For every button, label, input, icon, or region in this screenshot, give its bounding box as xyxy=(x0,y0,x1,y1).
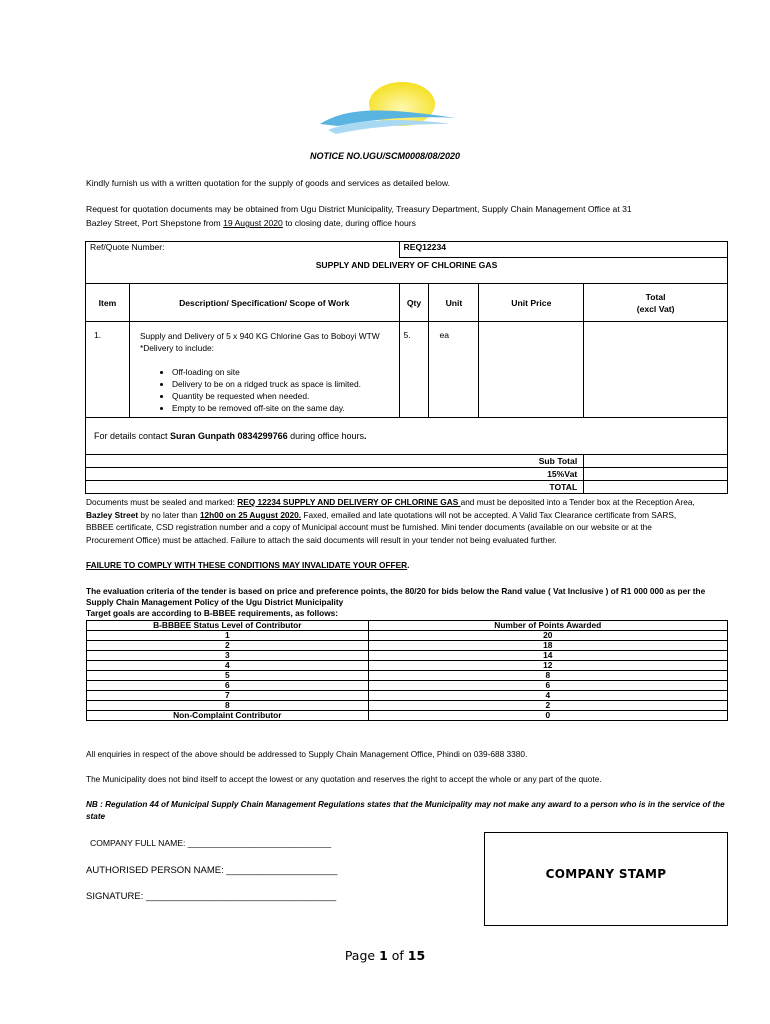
table-row: 1 20 xyxy=(87,631,728,641)
table-row: 6 6 xyxy=(87,681,728,691)
header-total: Total (excl Vat) xyxy=(584,284,728,322)
subtotal-label: Sub Total xyxy=(86,455,584,468)
failure-warning: FAILURE TO COMPLY WITH THESE CONDITIONS MAY INVALIDATE YOUR OFFER. xyxy=(86,560,410,570)
notice-title: NOTICE NO.UGU/SCM0008/08/2020 xyxy=(309,151,461,161)
authorised-person-field[interactable]: AUTHORISED PERSON NAME: _____________________ xyxy=(86,865,338,876)
row-total xyxy=(584,322,728,418)
list-item: • Quantity be requested when needed. xyxy=(172,390,395,402)
header-qty: Qty xyxy=(399,284,429,322)
list-item: • Off-loading on site xyxy=(172,366,395,378)
nb-regulation: NB : Regulation 44 of Municipal Supply Chain Management Regulations states that the Municipality may not make any award to a person who is in the service of the state xyxy=(86,800,725,821)
row-item: 1. xyxy=(86,322,130,418)
ref-label: Ref/Quote Number: xyxy=(86,242,400,258)
list-item: • Empty to be removed off-site on the same day. xyxy=(172,402,395,414)
contact-name: Suran Gunpath 0834299766 xyxy=(170,431,288,441)
company-stamp-label: COMPANY STAMP xyxy=(545,867,667,881)
points-header-level: B-BBBEE Status Level of Contributor xyxy=(87,621,369,631)
subtotal-value xyxy=(584,455,728,468)
table-row: 8 2 xyxy=(87,701,728,711)
points-header-awarded: Number of Points Awarded xyxy=(368,621,727,631)
header-description: Description/ Specification/ Scope of Work xyxy=(129,284,399,322)
header-item: Item xyxy=(86,284,130,322)
municipality-logo xyxy=(318,78,458,136)
signature-field[interactable]: SIGNATURE: ____________________________________ xyxy=(86,891,337,902)
row-description: Supply and Delivery of 5 x 940 KG Chlorine Gas to Boboyi WTW *Delivery to include: • Off-loading on site • Delivery to be on a ridged truck as space is limited. • Quantity be requested when needed. • Empty to be removed off-site on the same day. xyxy=(129,322,399,418)
row-unit: ea xyxy=(429,322,479,418)
table-row: 3 14 xyxy=(87,651,728,661)
quote-reference: REQ 12234 SUPPLY AND DELIVERY OF CHLORINE GAS xyxy=(237,497,461,507)
row-qty: 5. xyxy=(399,322,429,418)
request-date: 19 August 2020 xyxy=(223,218,283,228)
disclaimer-text: The Municipality does not bind itself to accept the lowest or any quotation and reserves the right to accept the whole or any part of the quote. xyxy=(86,774,602,784)
header-unit-price: Unit Price xyxy=(479,284,584,322)
closing-time: 12h00 on 25 August 2020. xyxy=(199,509,302,520)
delivery-list xyxy=(140,366,395,414)
vat-value xyxy=(584,468,728,481)
total-label: TOTAL xyxy=(86,481,584,494)
request-line-2: Bazley Street, Port Shepstone from 19 August 2020 to closing date, during office hours xyxy=(86,218,416,228)
request-line-1: Request for quotation documents may be obtained from Ugu District Municipality, Treasury Department, Supply Chain Management Office at 31 xyxy=(86,204,632,214)
table-row: 2 18 xyxy=(87,641,728,651)
table-row: Non-Complaint Contributor 0 xyxy=(87,711,728,721)
total-value xyxy=(584,481,728,494)
intro-text: Kindly furnish us with a written quotation for the supply of goods and services as detailed below. xyxy=(86,178,451,188)
contact-details: For details contact Suran Gunpath 0834299766 during office hours. xyxy=(86,418,728,455)
quotation-table xyxy=(85,241,728,494)
vat-label: 15%Vat xyxy=(86,468,584,481)
table-row: 7 4 xyxy=(87,691,728,701)
evaluation-criteria: The evaluation criteria of the tender is based on price and preference points, the 80/20 for bids below the Rand value ( Vat Inclusive ) of R1 000 000 as per the Supply Chain Management Policy of the Ugu District Municipality Target goals are according to B-BBEE requirements, as follows: xyxy=(86,586,706,618)
enquiries-text: All enquiries in respect of the above should be addressed to Supply Chain Management Office, Phindi on 039-688 3380. xyxy=(86,749,528,759)
documents-instructions: Documents must be sealed and marked: REQ 12234 SUPPLY AND DELIVERY OF CHLORINE GAS and must be deposited into a Tender box at the Reception Area, Bazley Street by no later than 12h00 on 25 August 2020. Faxed, emailed and late quotations will not be accepted. A Valid Tax Clearance certificate from SARS, BBBEE certificate, CSD registration number and a copy of Municipal account must be furnished. Mini tender documents (available on our website or at the Procurement Office) must be attached. Failure to attach the said documents will result in your tender not being evaluated further. xyxy=(86,497,695,545)
list-item: • Delivery to be on a ridged truck as space is limited. xyxy=(172,378,395,390)
table-row: 5 8 xyxy=(87,671,728,681)
header-unit: Unit xyxy=(429,284,479,322)
table-row: 4 12 xyxy=(87,661,728,671)
bbbee-points-table xyxy=(86,620,728,721)
company-full-name-field[interactable]: COMPANY FULL NAME: ______________________________ xyxy=(90,838,332,848)
table-title: SUPPLY AND DELIVERY OF CHLORINE GAS xyxy=(86,258,728,284)
page-number: Page 1 of 15 xyxy=(344,948,426,963)
ref-value: REQ12234 xyxy=(399,242,728,258)
row-unit-price xyxy=(479,322,584,418)
company-stamp-box xyxy=(484,832,728,926)
